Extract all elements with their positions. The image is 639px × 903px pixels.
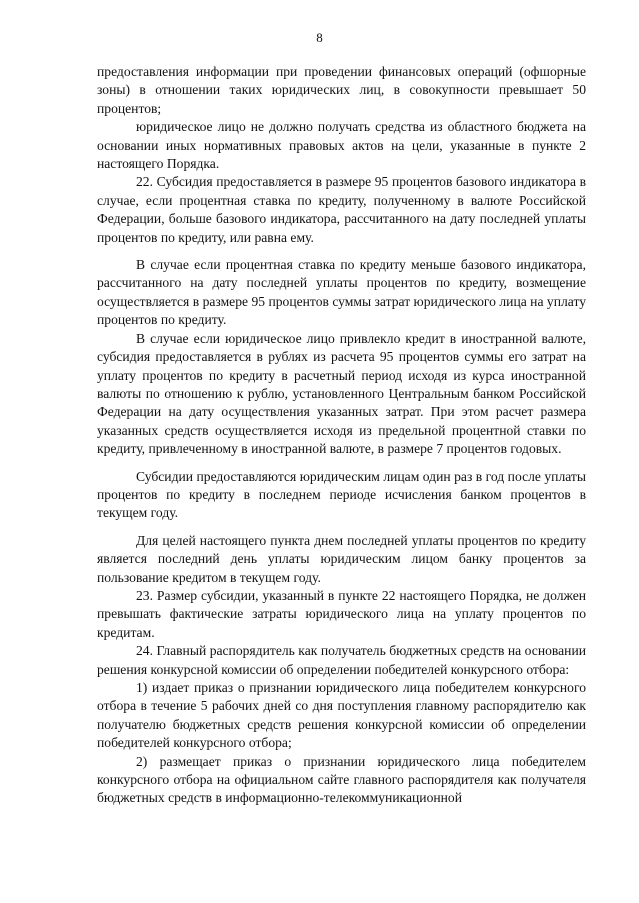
paragraph: Субсидии предоставляются юридическим лицам один раз в год после уплаты процентов по кредиту в последнем периоде исчисления банком процентов в текущем году. — [97, 468, 586, 521]
paragraph: 1) издает приказ о признании юридического лица победителем конкурсного отбора в течение 5 рабочих дней со дня поступления главному распорядителю как получателю бюджетных средств решения конкурсной комиссии об определении победителей конкурсного отбора; — [97, 680, 586, 751]
paragraph: предоставления информации при проведении финансовых операций (офшорные зоны) в отношении таких юридических лиц, в совокупности превышает 50 процентов; — [97, 64, 586, 116]
paragraph: юридическое лицо не должно получать средства из областного бюджета на основании иных нормативных правовых актов на цели, указанные в пункте 2 настоящего Порядка. — [97, 119, 586, 172]
document-body — [97, 63, 586, 808]
paragraph: 23. Размер субсидии, указанный в пункте 22 настоящего Порядка, не должен превышать фактические затраты юридического лица на уплату процентов по кредитам. — [97, 587, 586, 640]
paragraph: В случае если юридическое лицо привлекло кредит в иностранной валюте, субсидия предоставляется в рублях из расчета 95 процентов суммы его затрат на уплату процентов по кредиту в расчетный период исходя из курса иностранной валюты по отношению к рублю, установленного Центральным банком Российской Федерации на дату осуществления указанных затрат. При этом расчет размера указанных средств осуществляется исходя из предельной процентной ставки по кредиту, привлеченному в иностранной валюте, в размере 7 процентов годовых. — [97, 330, 586, 457]
paragraph: 22. Субсидия предоставляется в размере 95 процентов базового индикатора в случае, если процентная ставка по кредиту, полученному в валюте Российской Федерации, больше базового индикатора, рассчитанного на дату последней уплаты процентов по кредиту, или равна ему. — [97, 174, 586, 245]
paragraph: 2) размещает приказ о признании юридического лица победителем конкурсного отбора на официальном сайте главного распорядителя как получателя бюджетных средств в информационно-телекоммуникационной — [97, 753, 586, 806]
paragraph: В случае если процентная ставка по кредиту меньше базового индикатора, рассчитанного на дату последней уплаты процентов по кредиту, возмещение осуществляется в размере 95 процентов суммы затрат юридического лица на уплату процентов по кредиту. — [97, 257, 586, 328]
paragraph: 24. Главный распорядитель как получатель бюджетных средств на основании решения конкурсной комиссии об определении победителей конкурсного отбора: — [97, 643, 586, 677]
page-number: 8 — [316, 30, 323, 45]
paragraph: Для целей настоящего пункта днем последней уплаты процентов по кредиту является последний день уплаты юридическим лицом банку процентов за пользование кредитом в текущем году. — [97, 532, 586, 585]
